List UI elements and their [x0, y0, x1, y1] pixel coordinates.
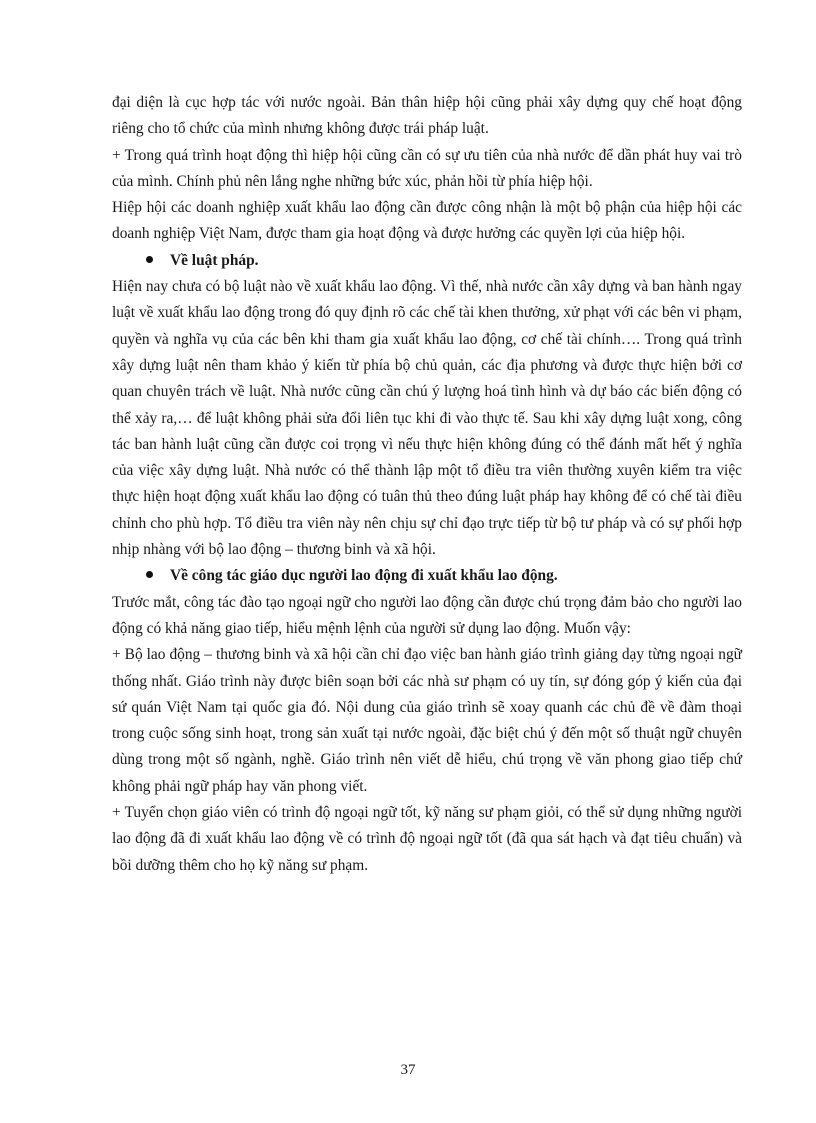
document-page — [112, 90, 742, 879]
heading-text: Về luật pháp. — [170, 251, 259, 269]
bullet-icon — [146, 571, 153, 578]
section-heading — [112, 563, 742, 589]
paragraph: + Bộ lao động – thương binh và xã hội cần chỉ đạo việc ban hành giáo trình giảng dạy từng ngoại ngữ thống nhất. Giáo trình này được biên soạn bởi các nhà sư phạm có uy tín, sự đóng góp ý kiến của đại sứ quán Việt Nam tại quốc gia đó. Nội dung của giáo trình sẽ xoay quanh các chủ đề về đàm thoại trong cuộc sống sinh hoạt, trong sản xuất tại nước ngoài, đặc biệt chú ý đến một số thuật ngữ chuyên dùng trong một số ngành, nghề. Giáo trình nên viết dễ hiểu, chú trọng về văn phong giao tiếp chứ không phải ngữ pháp hay văn phong viết. — [112, 646, 742, 795]
paragraph: Trước mắt, công tác đào tạo ngoại ngữ cho người lao động cần được chú trọng đảm bảo cho người lao động có khả năng giao tiếp, hiểu mệnh lệnh của người sử dụng lao động. Muốn vậy: — [112, 593, 742, 637]
paragraph: Hiện nay chưa có bộ luật nào về xuất khẩu lao động. Vì thế, nhà nước cần xây dựng và ban hành ngay luật về xuất khẩu lao động trong đó quy định rõ các chế tài khen thưởng, xử phạt với các bên vi phạm, quyền và nghĩa vụ của các bên khi tham gia xuất khẩu lao động, cơ chế tài chính…. Trong quá trình xây dựng luật nên tham khảo ý kiến từ phía bộ chủ quản, các địa phương và được thực hiện bởi cơ quan chuyên trách về luật. Nhà nước cũng cần chú ý lượng hoá tình hình và dự báo các biến động có thể xảy ra,… để luật không phải sửa đổi liên tục khi đi vào thực tế. Sau khi xây dựng luật xong, công tác ban hành luật cũng cần được coi trọng vì nếu thực hiện không đúng có thể đánh mất hết ý nghĩa của việc xây dựng luật. Nhà nước có thể thành lập một tổ điều tra viên thường xuyên kiểm tra việc thực hiện hoạt động xuất khẩu lao động có tuân thủ theo đúng luật pháp hay không để có chế tài điều chỉnh cho phù hợp. Tổ điều tra viên này nên chịu sự chỉ đạo trực tiếp từ bộ tư pháp và có sự phối hợp nhịp nhàng với bộ lao động – thương binh và xã hội. — [112, 278, 742, 559]
page-number: 37 — [400, 1062, 416, 1078]
paragraph: + Trong quá trình hoạt động thì hiệp hội cũng cần có sự ưu tiên của nhà nước để dần phát huy vai trò của mình. Chính phủ nên lắng nghe những bức xúc, phản hồi từ phía hiệp hội. — [112, 146, 742, 190]
bullet-icon — [146, 256, 153, 263]
paragraph: đại diện là cục hợp tác với nước ngoài. Bản thân hiệp hội cũng phải xây dựng quy chế hoạt động riêng cho tổ chức của mình nhưng không được trái pháp luật. — [112, 94, 742, 138]
paragraph: Hiệp hội các doanh nghiệp xuất khẩu lao động cần được công nhận là một bộ phận của hiệp hội các doanh nghiệp Việt Nam, được tham gia hoạt động và được hưởng các quyền lợi của hiệp hội. — [112, 199, 742, 243]
section-heading — [112, 248, 742, 274]
heading-text: Về công tác giáo dục người lao động đi xuất khẩu lao động. — [170, 567, 558, 585]
paragraph: + Tuyển chọn giáo viên có trình độ ngoại ngữ tốt, kỹ năng sư phạm giỏi, có thể sử dụng những người lao động đã đi xuất khẩu lao động về có trình độ ngoại ngữ tốt (đã qua sát hạch và đạt tiêu chuẩn) và bồi dưỡng thêm cho họ kỹ năng sư phạm. — [112, 804, 742, 874]
